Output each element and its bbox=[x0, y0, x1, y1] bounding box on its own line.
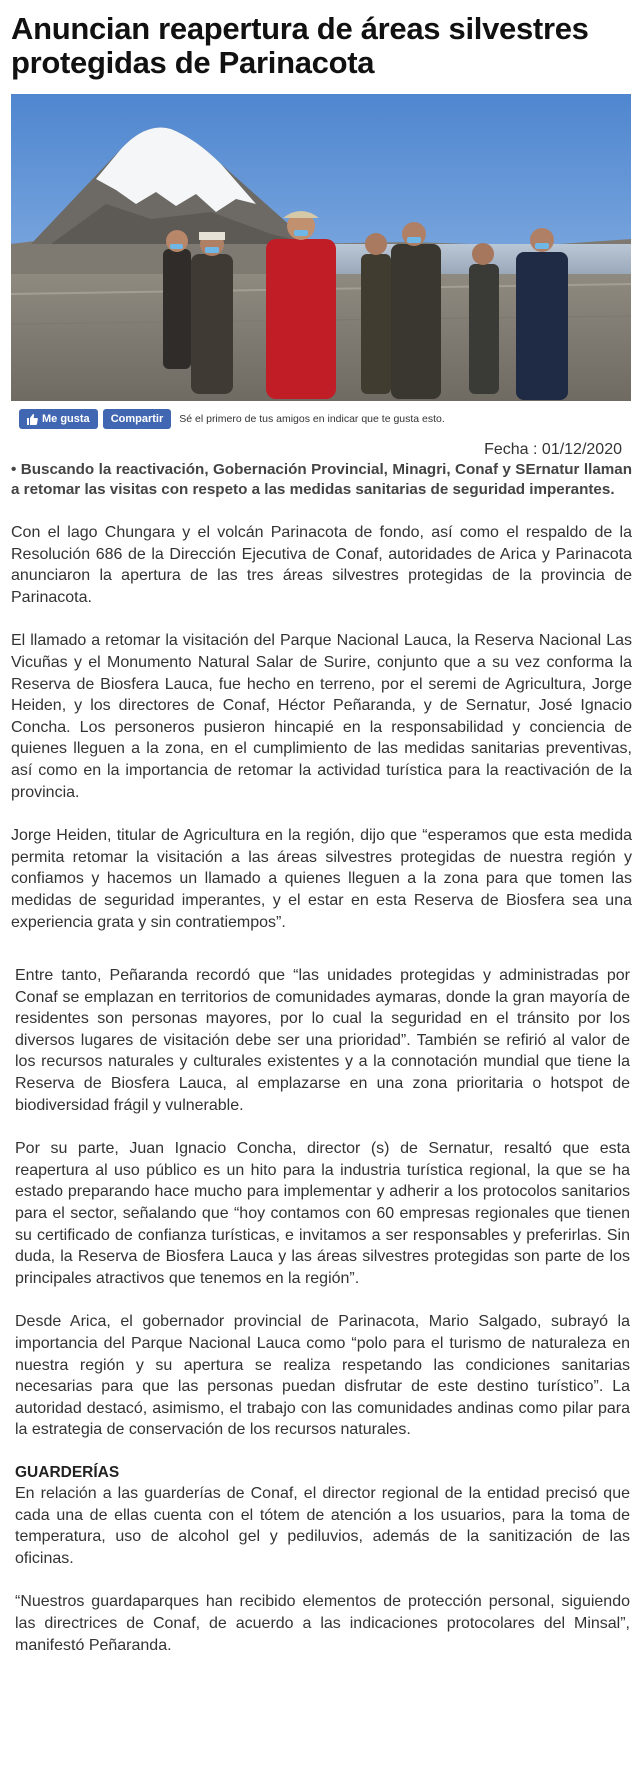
paragraph-5: Por su parte, Juan Ignacio Concha, director (s) de Sernatur, resaltó que esta reapertura al uso público es un hito para la industria turística regional, la que se ha estado preparando hace mucho para implementar y adherir a los protocolos sanitarios para el sector, señalando que “hoy contamos con 60 empresas regionales que tienen su certificado de confianza turísticas, e invitamos a ser responsables y preferirlas. Sin duda, la Reserva de Biosfera Lauca y las áreas silvestres protegidas son parte de los principales atractivos que tenemos en la región”. bbox=[15, 1140, 630, 1287]
paragraph-2: El llamado a retomar la visitación del Parque Nacional Lauca, la Reserva Nacional Las Vicuñas y el Monumento Natural Salar de Surire, conjunto que a su vez conforma la Reserva de Biosfera Lauca, fue hecho en terreno, por el seremi de Agricultura, Jorge Heiden, y los directores de Conaf, Héctor Peñaranda, y de Sernatur, José Ignacio Concha. Los personeros pusieron hincapié en la responsabilidad y conciencia de quienes lleguen a la zona, en el cumplimiento de las medidas sanitarias preventivas, así como en la importancia de retomar la actividad turística para la reactivación de la provincia. bbox=[11, 632, 632, 801]
paragraph-3: Jorge Heiden, titular de Agricultura en la región, dijo que “esperamos que esta medida permita retomar la visitación a las áreas silvestres protegidas de nuestra región y confiamos y hacemos un llamado a quienes lleguen a la zona para que tomen las medidas de seguridad imperantes, y el estar en esta Reserva de Biosfera sea una experiencia grata y sin contratiempos”. bbox=[11, 827, 632, 931]
paragraph-6: Desde Arica, el gobernador provincial de Parinacota, Mario Salgado, subrayó la importancia del Parque Nacional Lauca como “polo para el turismo de naturaleza en nuestra región y su apertura se realiza respetando las condiciones sanitarias necesarias para que las personas puedan disfrutar de este destino turístico”. La autoridad destacó, asimismo, el trabajo con las comunidades andinas como pilar para la estrategia de conservación de los recursos naturales. bbox=[15, 1313, 630, 1439]
section-heading-guarderias: GUARDERÍAS bbox=[15, 1463, 120, 1481]
like-button-label: Me gusta bbox=[42, 413, 90, 425]
social-bar bbox=[19, 409, 632, 429]
share-button-label: Compartir bbox=[110, 413, 164, 425]
thumbs-up-icon bbox=[27, 414, 38, 425]
social-text: Sé el primero de tus amigos en indicar que te gusta esto. bbox=[179, 413, 445, 425]
paragraph-7: En relación a las guarderías de Conaf, el director regional de la entidad precisó que cada una de ellas cuenta con el tótem de atención a los usuarios, para la toma de temperatura, uso de alcohol gel y pediluvios, además de la sanitización de las oficinas. bbox=[15, 1484, 630, 1567]
paragraph-8: “Nuestros guardaparques han recibido elementos de protección personal, siguiendo las directrices de Conaf, de acuerdo a las indicaciones protocolares del Minsal”, manifestó Peñaranda. bbox=[15, 1593, 630, 1654]
paragraph-1: Con el lago Chungara y el volcán Parinacota de fondo, así como el respaldo de la Resolución 686 de la Dirección Ejecutiva de Conaf, autoridades de Arica y Parinacota anunciaron la apertura de las tres áreas silvestres protegidas de la provincia de Parinacota. bbox=[11, 524, 632, 606]
article-title: Anuncian reapertura de áreas silvestres protegidas de Parinacota bbox=[11, 11, 589, 80]
paragraph-4: Entre tanto, Peñaranda recordó que “las unidades protegidas y administradas por Conaf se emplazan en territorios de comunidades aymaras, donde la gran mayoría de residentes son personas mayores, por lo cual la seguridad en el tránsito por los diversos lugares de visitación debe ser una prioridad”. También se refirió al valor de los recursos naturales y culturales existentes y a la connotación mundial que tiene la Reserva de Biosfera Lauca, al emplazarse en una zona prioritaria o hotspot de biodiversidad frágil y vulnerable. bbox=[15, 967, 630, 1114]
article-photo bbox=[11, 94, 631, 401]
share-button[interactable] bbox=[103, 409, 172, 429]
article-lead: • Buscando la reactivación, Gobernación Provincial, Minagri, Conaf y SErnatur llaman a retomar las visitas con respeto a las medidas sanitarias de seguridad imperantes. bbox=[11, 461, 632, 498]
like-button[interactable] bbox=[19, 409, 98, 429]
article-date: Fecha : 01/12/2020 bbox=[484, 441, 622, 458]
